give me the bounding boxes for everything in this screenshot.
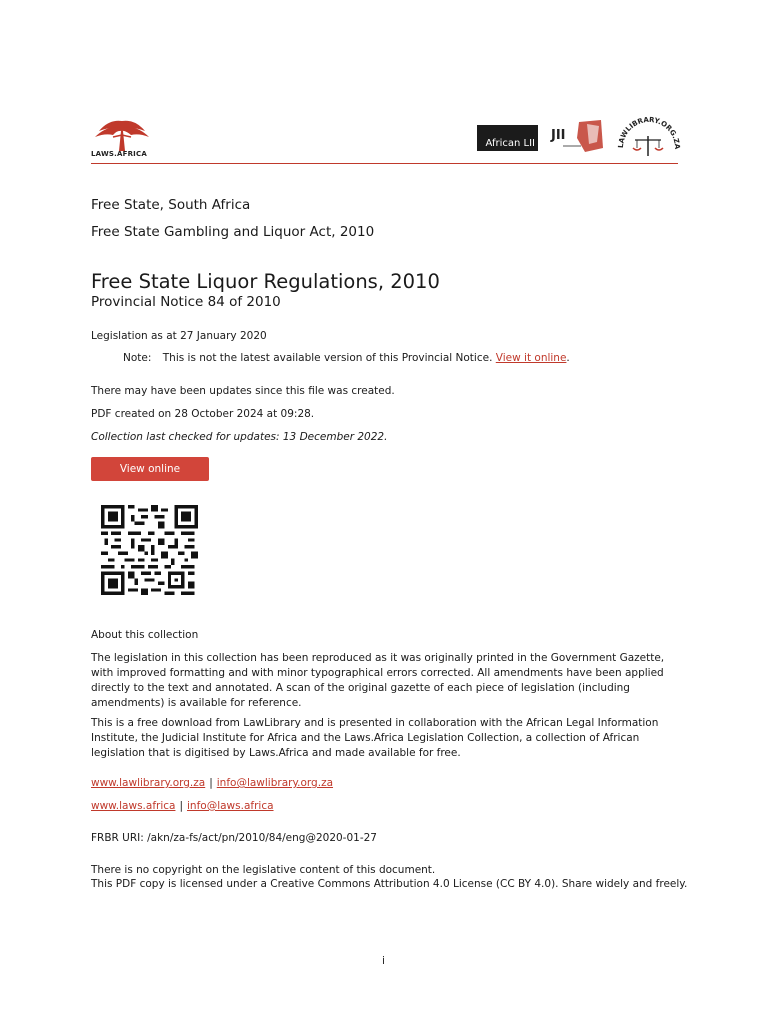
laws-africa-site-link[interactable]: www.laws.africa	[91, 800, 176, 812]
about-paragraph-2: This is a free download from LawLibrary and is presented in collaboration with the African Legal Information Institute, the Judicial Institute for Africa and the Laws.Africa Legislation Collection, a collection of African legislation that is digitised by Laws.Africa and made available for free.	[91, 717, 659, 759]
version-note	[123, 352, 570, 364]
note-end: .	[566, 352, 570, 364]
parent-act: Free State Gambling and Liquor Act, 2010	[91, 224, 375, 240]
collection-checked: Collection last checked for updates: 13 December 2022.	[91, 431, 388, 443]
lawlibrary-email-link[interactable]: info@lawlibrary.org.za	[216, 777, 334, 789]
lawlibrary-site-link[interactable]: www.lawlibrary.org.za	[91, 777, 206, 789]
link-separator: |	[179, 800, 184, 812]
lawlibrary-links	[91, 777, 333, 789]
link-separator: |	[209, 777, 213, 789]
page-title: Free State Liquor Regulations, 2010	[91, 270, 440, 293]
jurisdiction: Free State, South Africa	[91, 197, 251, 213]
page-subtitle: Provincial Notice 84 of 2010	[91, 294, 281, 310]
page-number: i	[382, 955, 385, 967]
note-text: This is not the latest available version of this Provincial Notice.	[162, 352, 493, 364]
svg-text:LAWLIBRARY.ORG.ZA	[617, 116, 681, 150]
view-online-button[interactable]: View online	[91, 457, 209, 481]
laws-africa-logo-text: LAWS.AFRICA	[91, 150, 147, 158]
updates-notice: There may have been updates since this file was created.	[91, 385, 395, 397]
african-lii-logo: African LII	[477, 125, 538, 151]
frbr-uri: FRBR URI: /akn/za-fs/act/pn/2010/84/eng@2020-01-27	[91, 832, 377, 844]
lawlibrary-logo-text: LAWLIBRARY.ORG.ZA	[616, 115, 681, 150]
laws-africa-email-link[interactable]: info@laws.africa	[187, 800, 274, 812]
about-heading: About this collection	[91, 629, 199, 641]
lawlibrary-logo	[615, 112, 681, 160]
copyright-line-2: This PDF copy is licensed under a Creative Commons Attribution 4.0 License (CC BY 4.0). Share widely and freely.	[91, 878, 688, 890]
jii-logo-text: JII	[551, 128, 566, 143]
header-divider	[91, 163, 678, 164]
legislation-as-at: Legislation as at 27 January 2020	[91, 330, 267, 342]
note-label: Note:	[123, 352, 152, 364]
copyright-line-1: There is no copyright on the legislative content of this document.	[91, 864, 436, 876]
laws-africa-links	[91, 800, 274, 812]
about-paragraph-1: The legislation in this collection has been reproduced as it was originally printed in the Government Gazette, with improved formatting and with minor typographical errors corrected. All amendments have been applied directly to the text and annotated. A scan of the original gazette of each piece of legislation (including amendments) is available for reference.	[91, 652, 665, 709]
view-it-online-link[interactable]: View it online	[495, 352, 567, 364]
pdf-created: PDF created on 28 October 2024 at 09:28.	[91, 408, 315, 420]
qr-code-image[interactable]	[101, 505, 198, 595]
